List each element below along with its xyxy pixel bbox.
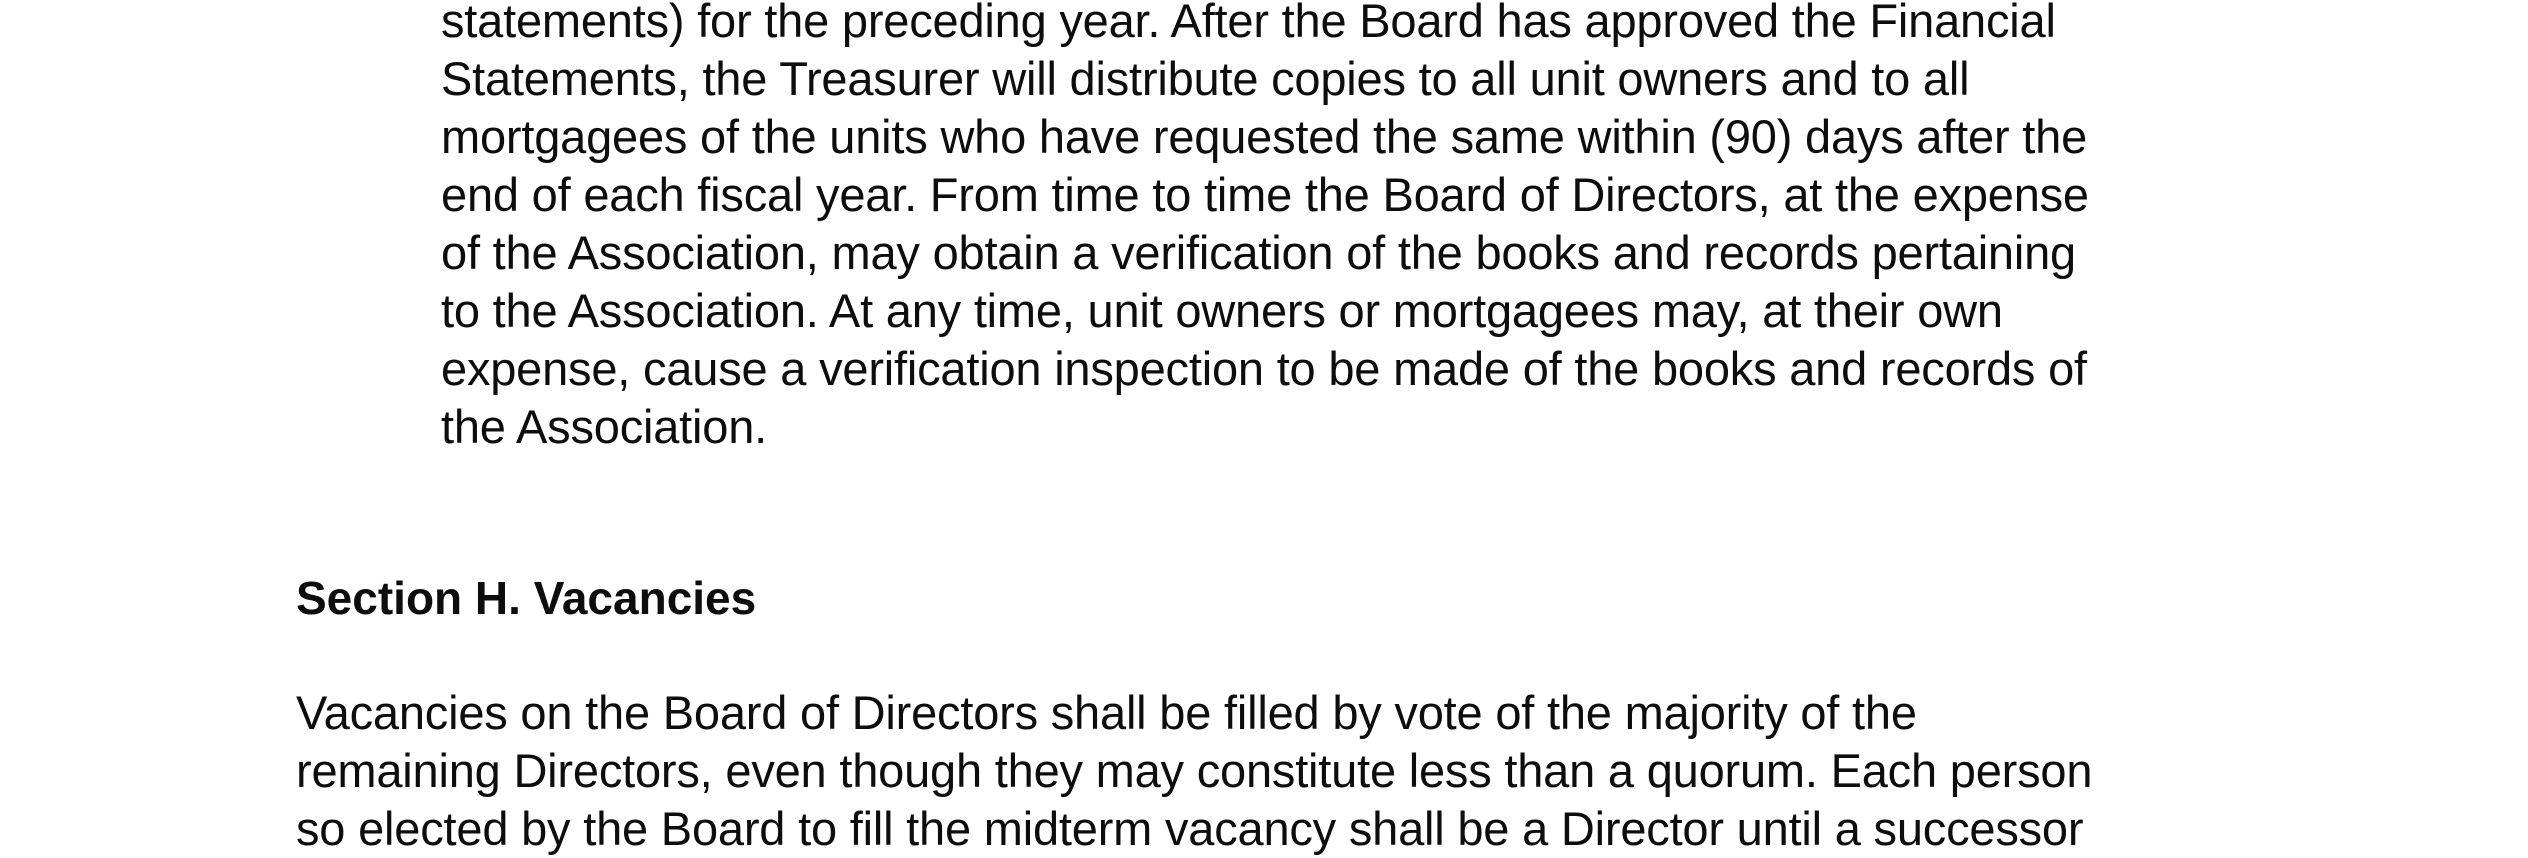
paragraph-line: Statements, the Treasurer will distribute copies to all unit owners and to all [441, 52, 1970, 105]
paragraph-line: statements) for the preceding year. After the Board has approved the Financial [441, 0, 2056, 47]
paragraph-line: so elected by the Board to fill the midterm vacancy shall be a Director until a successor [296, 802, 2084, 855]
paragraph-line: mortgagees of the units who have requested the same within (90) days after the [441, 110, 2088, 163]
paragraph-line: end of each fiscal year. From time to time the Board of Directors, at the expense [441, 168, 2089, 221]
paragraph-line: remaining Directors, even though they may constitute less than a quorum. Each person [296, 744, 2093, 797]
paragraph-line: to the Association. At any time, unit owners or mortgagees may, at their own [441, 284, 2003, 337]
paragraph-line: the Association. [441, 400, 768, 453]
paragraph-line: of the Association, may obtain a verification of the books and records pertaining [441, 226, 2076, 279]
paragraph-line: Vacancies on the Board of Directors shall be filled by vote of the majority of the [296, 686, 1917, 739]
section-heading: Section H. Vacancies [296, 572, 757, 624]
paragraph-line: expense, cause a verification inspection to be made of the books and records of [441, 342, 2087, 395]
